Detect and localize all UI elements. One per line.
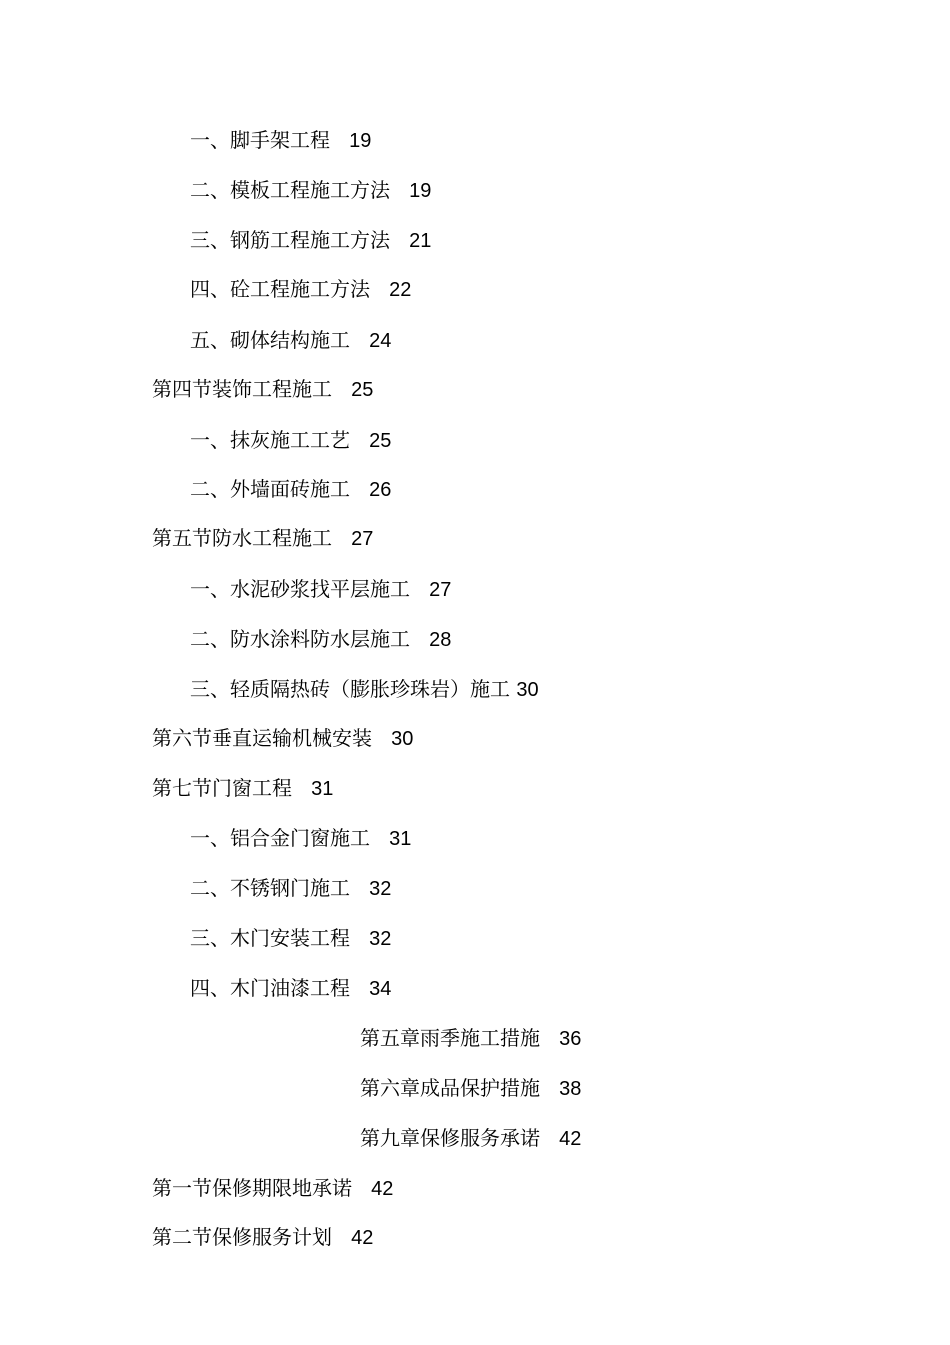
toc-entry	[152, 523, 373, 553]
toc-title: 第一节保修期限地承诺	[152, 1176, 352, 1200]
toc-page-number: 27	[351, 528, 374, 550]
toc-title: 五、砌体结构施工	[190, 328, 350, 352]
toc-entry	[190, 274, 411, 304]
toc-entry	[190, 125, 371, 155]
toc-entry	[152, 374, 373, 404]
toc-page-number: 32	[369, 928, 392, 950]
toc-title: 第二节保修服务计划	[152, 1225, 332, 1249]
toc-page-number: 38	[559, 1078, 582, 1100]
toc-entry	[190, 574, 451, 604]
toc-title: 一、铝合金门窗施工	[190, 826, 370, 850]
toc-page-number: 28	[429, 629, 452, 651]
toc-entry	[152, 1222, 373, 1252]
toc-page-number: 32	[369, 878, 392, 900]
toc-page-number: 27	[429, 579, 452, 601]
toc-entry	[190, 674, 539, 704]
toc-page-number: 42	[559, 1128, 582, 1150]
toc-entry	[190, 425, 391, 455]
toc-entry	[190, 823, 411, 853]
toc-page-number: 30	[391, 728, 414, 750]
toc-page-number: 22	[389, 279, 412, 301]
toc-entry	[190, 175, 431, 205]
toc-page-number: 34	[369, 978, 392, 1000]
toc-title: 第五节防水工程施工	[152, 526, 332, 550]
toc-page-number: 31	[311, 778, 334, 800]
toc-title: 第四节装饰工程施工	[152, 377, 332, 401]
toc-entry	[190, 923, 391, 953]
toc-entry	[190, 973, 391, 1003]
toc-title: 三、轻质隔热砖（膨胀珍珠岩）施工	[190, 677, 510, 701]
toc-entry	[360, 1073, 581, 1103]
toc-entry	[190, 325, 391, 355]
toc-title: 第七节门窗工程	[152, 776, 292, 800]
toc-title: 四、木门油漆工程	[190, 976, 350, 1000]
toc-entry	[360, 1023, 581, 1053]
toc-title: 第六节垂直运输机械安装	[152, 726, 372, 750]
toc-page-number: 30	[516, 679, 539, 701]
toc-page-number: 24	[369, 330, 392, 352]
toc-page-number: 19	[349, 130, 372, 152]
toc-entry	[360, 1123, 581, 1153]
toc-title: 一、水泥砂浆找平层施工	[190, 577, 410, 601]
toc-entry	[190, 873, 391, 903]
toc-title: 二、不锈钢门施工	[190, 876, 350, 900]
toc-title: 四、砼工程施工方法	[190, 277, 370, 301]
toc-page-number: 31	[389, 828, 412, 850]
toc-title: 三、钢筋工程施工方法	[190, 228, 390, 252]
toc-entry	[152, 723, 413, 753]
toc-title: 二、外墙面砖施工	[190, 477, 350, 501]
toc-page-number: 26	[369, 479, 392, 501]
toc-title: 一、抹灰施工工艺	[190, 428, 350, 452]
toc-entry	[152, 773, 333, 803]
toc-page-number: 42	[371, 1178, 394, 1200]
toc-page-number: 21	[409, 230, 432, 252]
toc-page-number: 25	[369, 430, 392, 452]
toc-entry	[152, 1173, 393, 1203]
toc-title: 三、木门安装工程	[190, 926, 350, 950]
toc-page-number: 42	[351, 1227, 374, 1249]
toc-title: 第五章雨季施工措施	[360, 1026, 540, 1050]
toc-title: 第六章成品保护措施	[360, 1076, 540, 1100]
toc-title: 二、模板工程施工方法	[190, 178, 390, 202]
toc-page-number: 19	[409, 180, 432, 202]
toc-title: 一、脚手架工程	[190, 128, 330, 152]
toc-page-number: 25	[351, 379, 374, 401]
toc-title: 二、防水涂料防水层施工	[190, 627, 410, 651]
toc-title: 第九章保修服务承诺	[360, 1126, 540, 1150]
toc-page-number: 36	[559, 1028, 582, 1050]
toc-entry	[190, 474, 391, 504]
toc-entry	[190, 624, 451, 654]
toc-entry	[190, 225, 431, 255]
